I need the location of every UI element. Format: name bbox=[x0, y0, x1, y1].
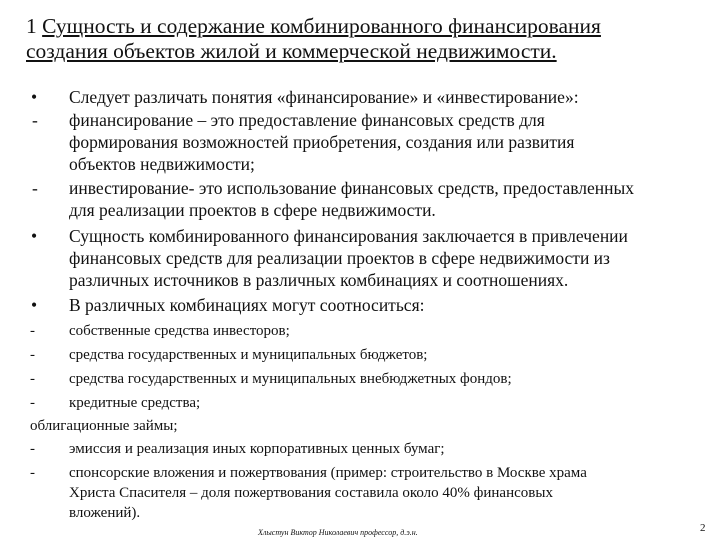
text-line: объектов недвижимости; bbox=[69, 154, 255, 174]
bullet-marker: • bbox=[31, 87, 38, 107]
text-line: средства государственных и муниципальных внебюджетных фондов; bbox=[69, 371, 512, 387]
dash-marker: - bbox=[30, 347, 35, 363]
bullet-marker: • bbox=[31, 295, 38, 315]
text-line: средства государственных и муниципальных бюджетов; bbox=[69, 347, 428, 363]
text-line: В различных комбинациях могут соотноситься: bbox=[69, 295, 425, 315]
dash-marker: - bbox=[30, 395, 35, 411]
dash-marker: - bbox=[32, 178, 38, 198]
dash-marker: - bbox=[30, 371, 35, 387]
text-line: Сущность комбинированного финансирования заключается в привлечении bbox=[69, 226, 628, 246]
text-line: кредитные средства; bbox=[69, 395, 201, 411]
text-line: финансирование – это предоставление финансовых средств для bbox=[69, 110, 545, 130]
text-line: Следует различать понятия «финансирование» и «инвестирование»: bbox=[69, 87, 579, 107]
text-line: для реализации проектов в сфере недвижимости. bbox=[69, 200, 436, 220]
title-number: 1 bbox=[26, 14, 43, 38]
dash-marker: - bbox=[32, 110, 38, 130]
text-line: Христа Спасителя – доля пожертвования составила около 40% финансовых bbox=[69, 485, 553, 501]
text-line: эмиссия и реализация иных корпоративных ценных бумаг; bbox=[69, 441, 445, 457]
bullet-marker: • bbox=[31, 226, 38, 246]
text-line: спонсорские вложения и пожертвования (пример: строительство в Москве храма bbox=[69, 465, 587, 481]
text-line: вложений). bbox=[69, 505, 141, 521]
title-line-2: создания объектов жилой и коммерческой недвижимости. bbox=[26, 39, 557, 63]
text-line: финансовых средств для реализации проектов в сфере недвижимости из bbox=[69, 248, 610, 268]
title-line-1: Сущность и содержание комбинированного финансирования bbox=[42, 14, 601, 38]
dash-marker: - bbox=[30, 441, 35, 457]
text-line: инвестирование- это использование финансовых средств, предоставленных bbox=[69, 178, 635, 198]
text-line: различных источников в различных комбинациях и соотношениях. bbox=[69, 270, 569, 290]
dash-marker: - bbox=[30, 323, 35, 339]
slide-title bbox=[26, 14, 706, 64]
dash-marker: - bbox=[30, 465, 35, 481]
text-line: собственные средства инвесторов; bbox=[69, 323, 290, 339]
text-line: облигационные займы; bbox=[30, 418, 178, 434]
page-number: 2 bbox=[700, 522, 706, 534]
author-footer: Хлыстун Виктор Николаевич профессор, д.э.н. bbox=[258, 528, 418, 537]
text-line: формирования возможностей приобретения, создания или развития bbox=[69, 132, 575, 152]
